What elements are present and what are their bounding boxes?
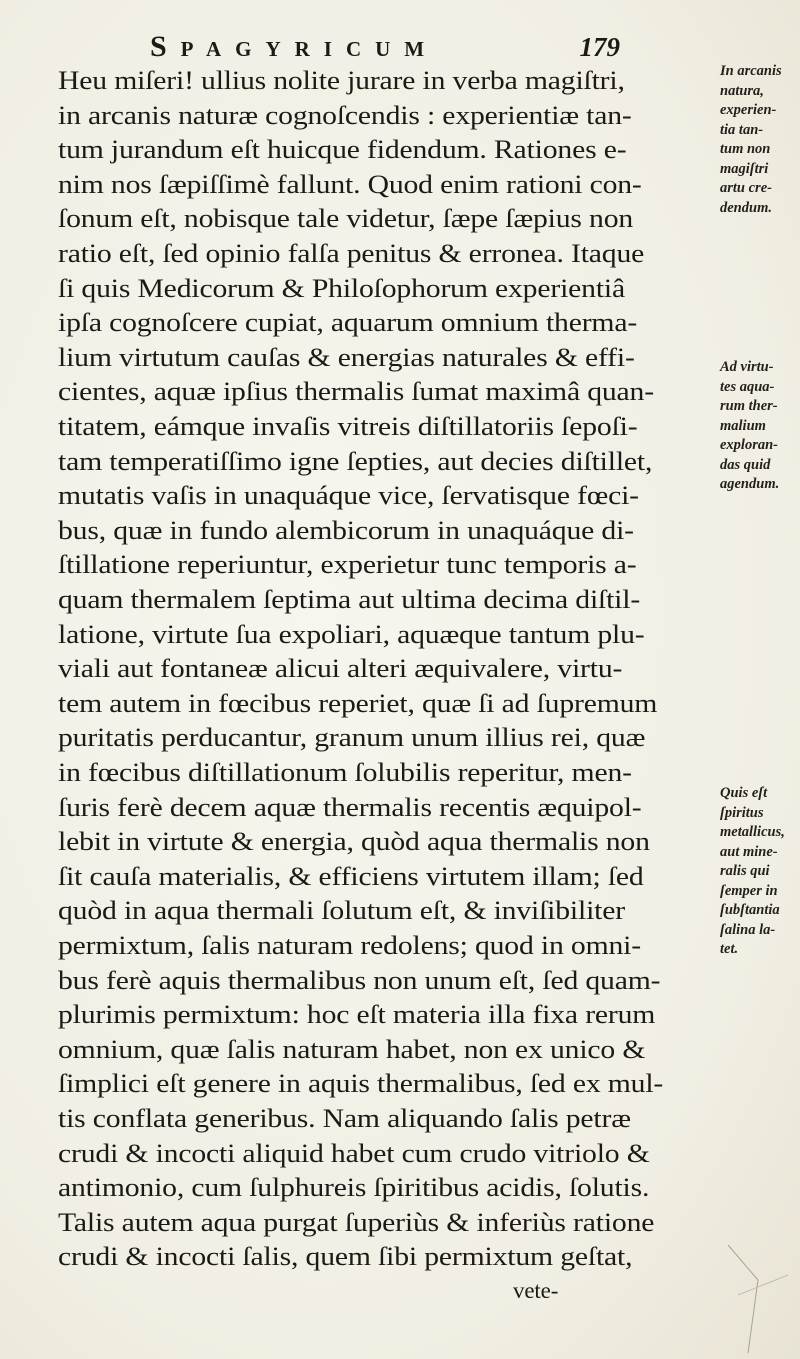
text-line: permixtum, ſalis naturam redolens; quod in omni- — [58, 930, 641, 960]
margin-note-line: Ad virtu- — [720, 359, 774, 375]
text-line: Heu miſeri! ullius nolite jurare in verba magiſtri, — [58, 65, 625, 95]
text-line: puritatis perducantur, granum unum illius rei, quæ — [58, 722, 646, 753]
text-line: tem autem in fœcibus reperiet, quæ ſi ad ſupremum — [58, 687, 658, 718]
text-line: ipſa cognoſcere cupiat, aquarum omnium therma- — [58, 307, 638, 338]
text-line: tum jurandum eſt huicque fidendum. Rationes e- — [58, 134, 627, 165]
margin-note-line: exploran- — [720, 437, 778, 453]
margin-note-line: tum non — [720, 141, 771, 157]
margin-note-line: dendum. — [720, 199, 772, 216]
margin-note-line: das quid — [720, 456, 771, 473]
margin-note — [720, 62, 782, 218]
margin-note-line: ralis qui — [720, 863, 770, 879]
margin-note-line: malium — [720, 417, 766, 434]
text-line: lium virtutum cauſas & energias naturales & effi- — [58, 341, 635, 372]
text-line: ſtillatione reperiuntur, experietur tunc temporis a- — [58, 549, 637, 580]
margin-note-line: ſalina la- — [720, 921, 776, 938]
text-line: Talis autem aqua purgat ſuperiùs & inferiùs ratione — [58, 1206, 655, 1237]
margin-note-line: ſubſtantia — [720, 902, 780, 918]
stray-ink-marks — [718, 1235, 798, 1355]
running-title: Spagyricum — [150, 30, 439, 63]
text-line: ſi quis Medicorum & Philoſophorum experientiâ — [58, 272, 625, 303]
margin-note-line: tia tan- — [720, 121, 764, 138]
text-line: antimonio, cum ſulphureis ſpiritibus acidis, ſolutis. — [58, 1172, 650, 1203]
text-line: ſimplici eſt genere in aquis thermalibus, ſed ex mul- — [58, 1068, 664, 1099]
margin-note-line: metallicus, — [720, 824, 785, 840]
margin-note-line: natura, — [720, 82, 764, 99]
page-number: 179 — [579, 32, 620, 62]
text-line: plurimis permixtum: hoc eſt materia illa fixa rerum — [58, 999, 656, 1030]
text-line: cientes, aquæ ipſius thermalis ſumat maximâ quan- — [58, 376, 654, 407]
text-line: titatem, eámque invaſis vitreis diſtillatoriis ſepoſi- — [58, 411, 638, 441]
text-line: crudi & incocti ſalis, quem ſibi permixtum geſtat, — [58, 1241, 633, 1272]
text-line: in arcanis naturæ cognoſcendis : experientiæ tan- — [58, 99, 632, 130]
text-line: crudi & incocti aliquid habet cum crudo vitriolo & — [58, 1137, 650, 1168]
text-line: viali aut fontaneæ alicui alteri æquivalere, virtu- — [58, 653, 623, 684]
margin-note-line: agendum. — [720, 476, 780, 492]
text-line: tam temperatiſſimo igne ſepties, aut decies diſtillet, — [58, 445, 653, 476]
text-line: in fœcibus diſtillationum ſolubilis reperitur, men- — [58, 757, 632, 787]
margin-note-line: Quis eſt — [720, 785, 768, 801]
margin-note-line: tes aqua- — [720, 378, 775, 395]
margin-note-line: magiſtri — [720, 160, 769, 177]
text-line: mutatis vaſis in unaquáque vice, ſervatisque fœci- — [58, 480, 639, 511]
margin-note — [720, 784, 785, 960]
margin-note-line: aut mine- — [720, 843, 778, 860]
margin-note-line: In arcanis — [720, 63, 782, 79]
text-line: bus, quæ in fundo alembicorum in unaquáque di- — [58, 514, 634, 545]
margin-note-line: ſpiritus — [720, 804, 764, 821]
text-line: ſit cauſa materialis, & efficiens virtutem illam; ſed — [58, 860, 644, 891]
text-line: latione, virtute ſua expoliari, aquæque tantum plu- — [58, 618, 645, 649]
margin-note — [720, 358, 779, 495]
text-line: vete- — [513, 1278, 559, 1303]
margin-note-line: experien- — [720, 102, 777, 118]
text-line: nim nos ſæpiſſimè fallunt. Quod enim rationi con- — [58, 168, 642, 199]
text-line: omnium, quæ ſalis naturam habet, non ex unico & — [58, 1033, 646, 1064]
margin-note-line: tet. — [720, 941, 739, 957]
text-line: ſonum eſt, nobisque tale videtur, ſæpe ſæpius non — [58, 203, 634, 234]
text-line: bus ferè aquis thermalibus non unum eſt, ſed quam- — [58, 964, 661, 995]
text-line: ratio eſt, ſed opinio falſa penitus & erronea. Itaque — [58, 238, 645, 268]
text-line: ſuris ferè decem aquæ thermalis recentis æquipol- — [58, 791, 642, 822]
margin-note-line: ſemper in — [720, 882, 778, 899]
text-line: lebit in virtute & energia, quòd aqua thermalis non — [58, 826, 650, 857]
margin-note-line: rum ther- — [720, 398, 778, 414]
text-line: quam thermalem ſeptima aut ultima decima diſtil- — [58, 584, 641, 614]
text-line: quòd in aqua thermali ſolutum eſt, & inviſibiliter — [58, 895, 625, 926]
margin-note-line: artu cre- — [720, 180, 772, 196]
text-line: tis conflata generibus. Nam aliquando ſalis petræ — [58, 1103, 631, 1133]
